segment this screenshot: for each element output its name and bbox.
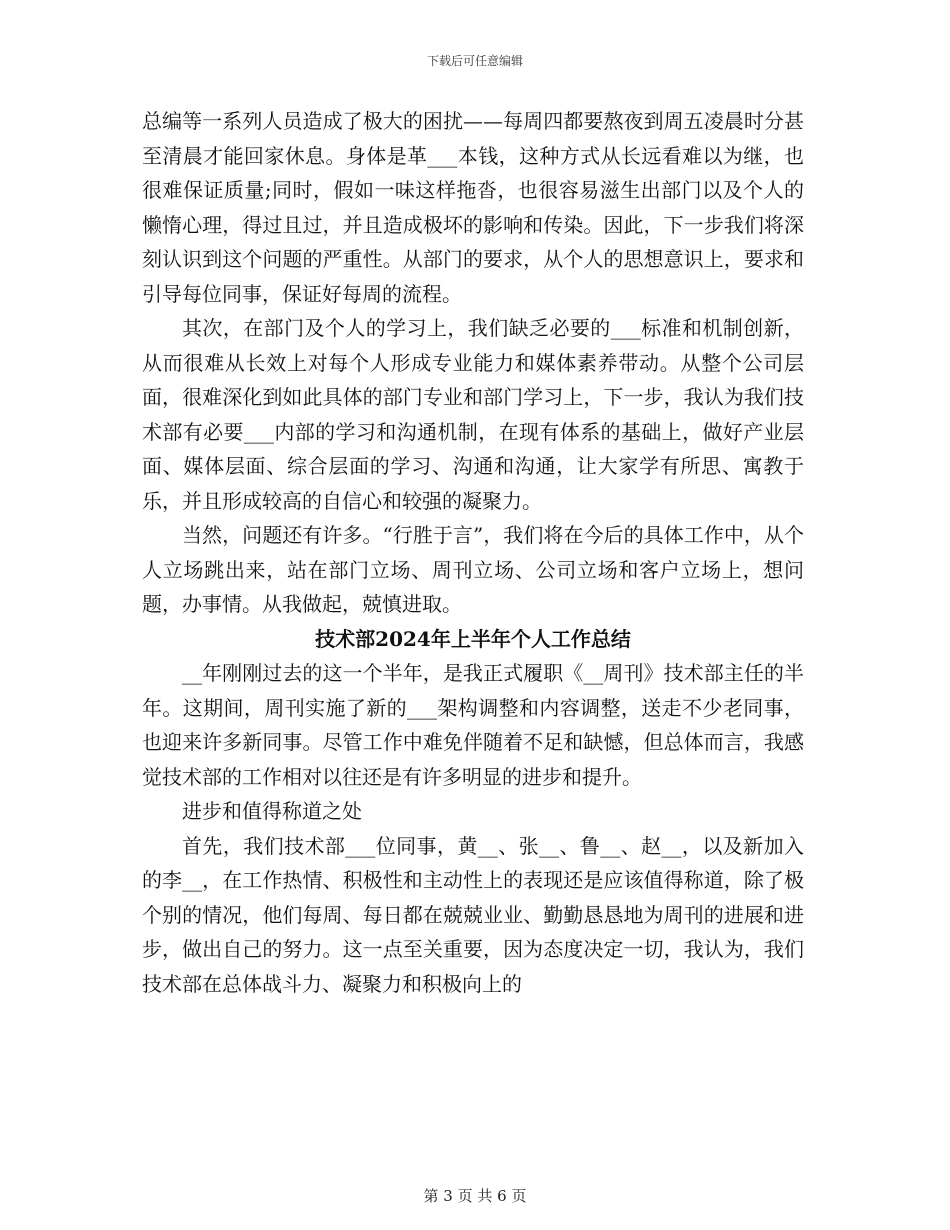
page-footer: 第 3 页 共 6 页 bbox=[423, 1187, 527, 1205]
section-title: 技术部2024年上半年个人工作总结 bbox=[315, 626, 631, 651]
paragraph-5-heading: 进步和值得称道之处 bbox=[182, 799, 362, 823]
paragraph-6: 首先，我们技术部___位同事，黄__、张__、鲁__、赵__，以及新加入的李__，在工作热情、积极性和主动性上的表现还是应该值得称道，除了极个别的情况，他们每周、每日都在兢兢业业、勤勤恳恳地为周刊的进展和进步，做出自己的努力。这一点至关重要，因为态度决定一切，我认为，我们技术部在总体战斗力、凝聚力和积极向上的 bbox=[142, 833, 804, 996]
document-body bbox=[142, 104, 804, 1001]
paragraph-1: 总编等一系列人员造成了极大的困扰——每周四都要熬夜到周五凌晨时分甚至清晨才能回家休息。身体是革___本钱，这种方式从长远看难以为继，也很难保证质量;同时，假如一味这样拖沓，也很容易滋生出部门以及个人的懒惰心理，得过且过，并且造成极坏的影响和传染。因此，下一步我们将深刻认识到这个问题的严重性。从部门的要求，从个人的思想意识上，要求和引导每位同事，保证好每周的流程。 bbox=[142, 109, 804, 306]
page-header: 下载后可任意编辑 bbox=[426, 54, 523, 68]
paragraph-2: 其次，在部门及个人的学习上，我们缺乏必要的___标准和机制创新，从而很难从长效上对每个人形成专业能力和媒体素养带动。从整个公司层面，很难深化到如此具体的部门专业和部门学习上，下一步，我认为我们技术部有必要___内部的学习和沟通机制，在现有体系的基础上，做好产业层面、媒体层面、综合层面的学习、沟通和沟通，让大家学有所思、寓教于乐，并且形成较高的自信心和较强的凝聚力。 bbox=[142, 316, 804, 513]
paragraph-4: __年刚刚过去的这一个半年，是我正式履职《__周刊》技术部主任的半年。这期间，周刊实施了新的___架构调整和内容调整，送走不少老同事，也迎来许多新同事。尽管工作中难免伴随着不足和缺憾，但总体而言，我感觉技术部的工作相对以往还是有许多明显的进步和提升。 bbox=[142, 661, 804, 789]
paragraph-3: 当然，问题还有许多。“行胜于言”，我们将在今后的具体工作中，从个人立场跳出来，站在部门立场、周刊立场、公司立场和客户立场上，想问题，办事情。从我做起，兢慎进取。 bbox=[142, 523, 804, 616]
